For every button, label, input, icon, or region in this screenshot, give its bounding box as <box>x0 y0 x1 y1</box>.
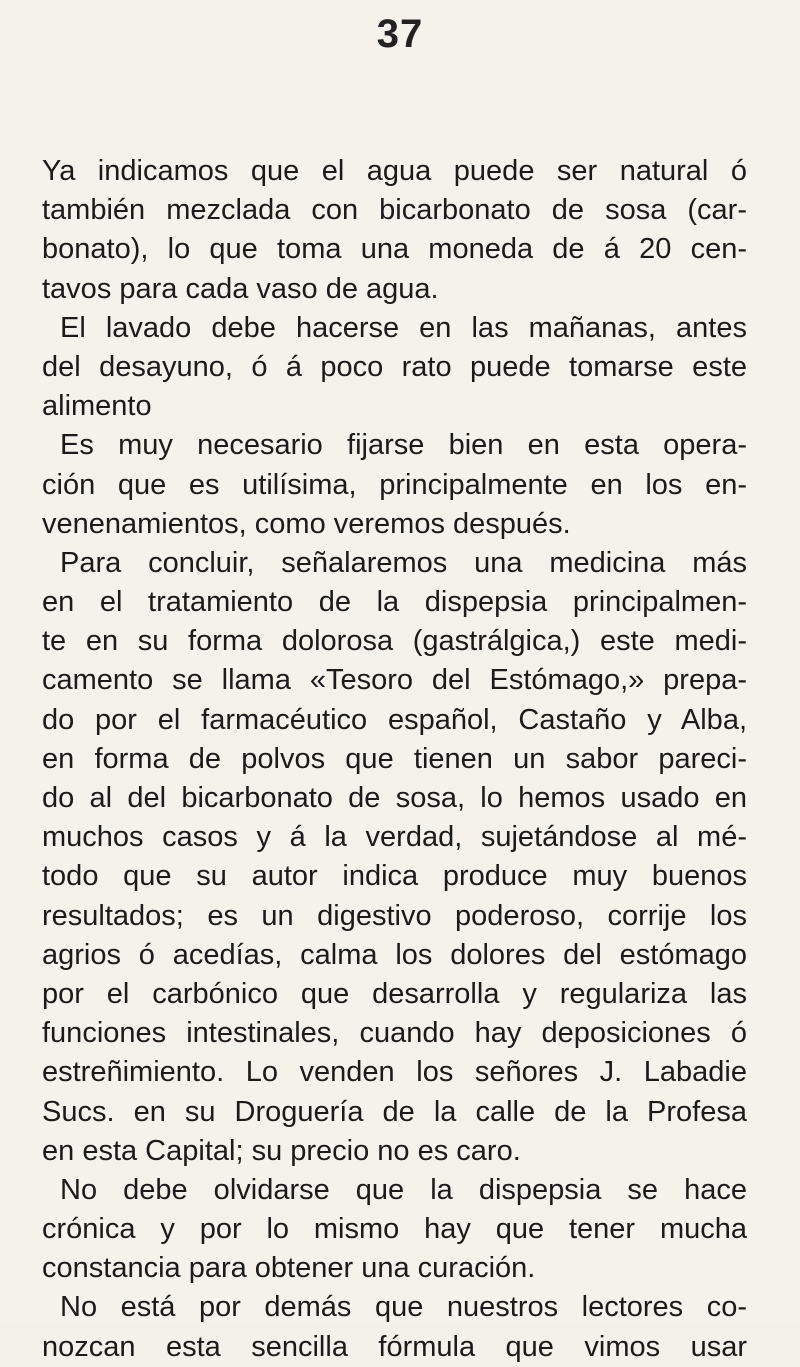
text-line: funciones intestinales, cuando hay deposiciones ó <box>42 1017 747 1050</box>
text-line: venenamientos, como veremos después. <box>42 507 571 540</box>
text-line: constancia para obtener una curación. <box>42 1252 536 1285</box>
text-line: todo que su autor indica produce muy buenos <box>42 860 747 893</box>
text-line: en el tratamiento de la dispepsia principalmen- <box>42 586 747 619</box>
text-line: muchos casos y á la verdad, sujetándose al mé- <box>42 821 747 854</box>
text-line: No está por demás que nuestros lectores co- <box>60 1291 747 1324</box>
page-text <box>42 152 747 1367</box>
text-line: te en su forma dolorosa (gastrálgica,) este medi- <box>42 625 747 658</box>
text-line: en esta Capital; su precio no es caro. <box>42 1134 521 1167</box>
text-line: nozcan esta sencilla fórmula que vimos usar <box>42 1330 747 1363</box>
text-line: ción que es utilísima, principalmente en los en- <box>42 468 747 501</box>
text-line: agrios ó acedías, calma los dolores del estómago <box>42 938 747 971</box>
text-line: Es muy necesario fijarse bien en esta opera- <box>60 429 747 462</box>
text-line: No debe olvidarse que la dispepsia se hace <box>60 1173 747 1206</box>
text-line: alimento <box>42 390 152 423</box>
text-line: El lavado debe hacerse en las mañanas, antes <box>60 311 747 344</box>
text-line: Ya indicamos que el agua puede ser natural ó <box>42 155 747 187</box>
text-line: Sucs. en su Droguería de la calle de la Profesa <box>42 1095 747 1128</box>
text-line: por el carbónico que desarrolla y regulariza las <box>42 977 747 1010</box>
text-line: do por el farmacéutico español, Castaño y Alba, <box>42 703 747 736</box>
text-line: bonato), lo que toma una moneda de á 20 cen- <box>42 233 747 266</box>
text-line: también mezclada con bicarbonato de sosa (car- <box>42 194 747 227</box>
text-line: camento se llama «Tesoro del Estómago,» prepa- <box>42 664 747 697</box>
text-line: estreñimiento. Lo venden los señores J. Labadie <box>42 1056 747 1089</box>
text-line: del desayuno, ó á poco rato puede tomarse este <box>42 350 747 383</box>
text-line: Para concluir, señalaremos una medicina más <box>60 546 747 579</box>
page-number: 37 <box>376 12 424 56</box>
text-line: resultados; es un digestivo poderoso, corrije los <box>42 899 747 932</box>
text-line: do al del bicarbonato de sosa, lo hemos usado en <box>42 782 747 814</box>
text-line: crónica y por lo mismo hay que tener mucha <box>42 1213 747 1246</box>
text-line: en forma de polvos que tienen un sabor pareci- <box>42 742 747 775</box>
text-line: tavos para cada vaso de agua. <box>42 272 439 305</box>
